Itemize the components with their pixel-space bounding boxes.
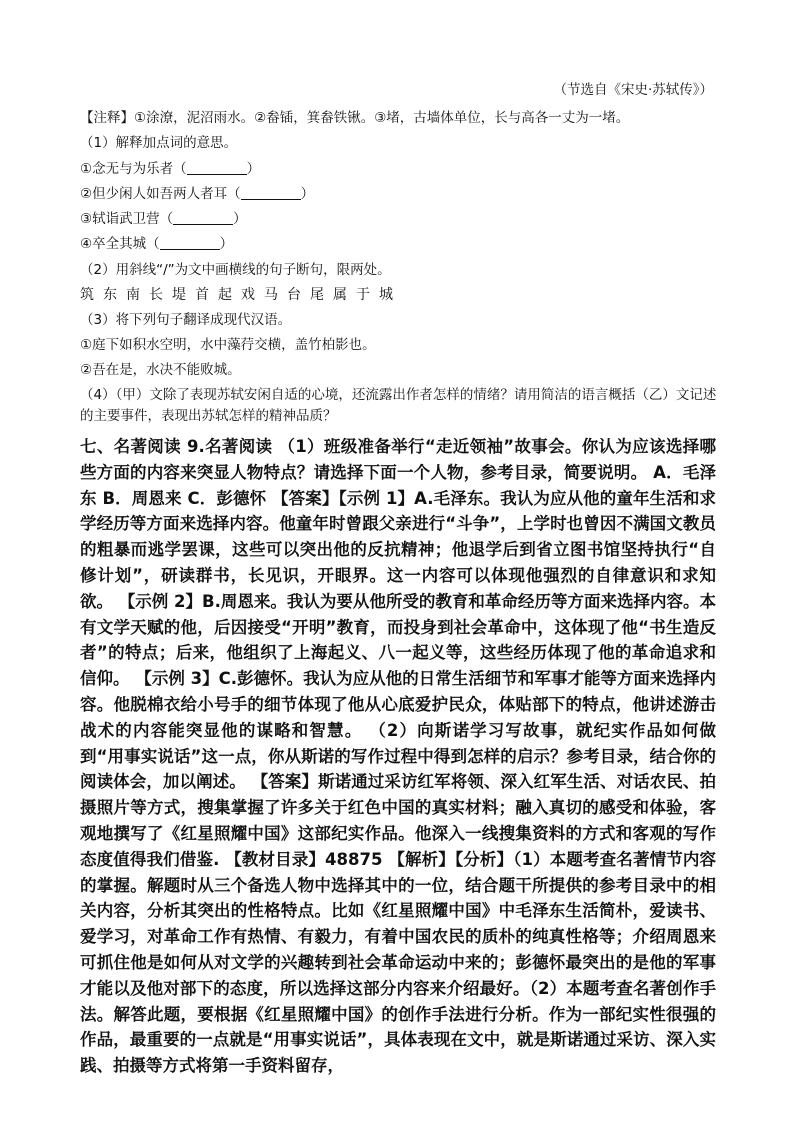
source-note: （节选自《宋史·苏轼传》） [553, 82, 713, 98]
question-2-prompt: （2）用斜线“/”为文中画横线的句子断句，限两处。 [80, 262, 391, 278]
answer-blank [173, 210, 233, 225]
item-text: ③轼诣武卫营（ [80, 211, 174, 227]
question-1-item [80, 234, 730, 254]
question-3-prompt: （3）将下列句子翻译成现代汉语。 [80, 312, 292, 328]
item-close: ） [246, 161, 261, 177]
answer-blank [241, 185, 301, 200]
item-text: ②但少闲人如吾两人者耳（ [80, 186, 241, 202]
question-1-prompt: （1）解释加点词的意思。 [80, 135, 238, 151]
question-1-item [80, 159, 730, 179]
question-2-sentence: 筑东南长堤首起戏马台尾属于城 [80, 287, 402, 303]
question-3-item: ①庭下如积水空明，水中藻荇交横，盖竹柏影也。 [80, 337, 376, 353]
answer-blank [160, 235, 220, 250]
question-1-item [80, 184, 730, 204]
question-1-item [80, 209, 730, 229]
item-text: ④卒全其城（ [80, 236, 160, 252]
question-3-item: ②吾在是，水决不能败城。 [80, 362, 241, 378]
annotation-notes: 【注释】①涂潦，泥沼雨水。②畚锸，箕畚铁锹。③堵，古墙体单位，长与高各一丈为一堵。 [80, 110, 630, 126]
item-close: ） [219, 236, 234, 252]
item-text: ①念无与为乐者（ [80, 161, 187, 177]
item-close: ） [233, 211, 247, 227]
answer-blank [187, 160, 247, 175]
section-7-reading: 七、名著阅读 9.名著阅读 （1）班级准备举行“走近领袖”故事会。你认为应该选择哪些方面的内容来突显人物特点？请选择下面一个人物，参考目录，简要说明。 A．毛泽东 B．周恩来 C．彭德怀 【答案】【示例 1】A.毛泽东。我认为应从他的童年生活和求学经历等方面来选择内容。他童年时曾跟父亲进行“斗争”，上学时也曾因不满国文教员的粗暴而逃学罢课，这些可以突出他的反抗精神；他退学后到省立图书馆坚持执行“自修计划”，研读群书，长见识，开眼界。这一内容可以体现他强烈的自律意识和求知欲。 【示例 2】B.周恩来。我认为要从他所受的教育和革命经历等方面来选择内容。本有文学天赋的他，后因接受“开明”教育，而投身到社会革命中，这体现了他“书生造反者”的特点；后来，他组织了上海起义、八一起义等，这些经历体现了他的革命追求和信仰。 【示例 3】C.彭德怀。我认为应从他的日常生活细节和军事才能等方面来选择内容。他脱棉衣给小号手的细节体现了他从心底爱护民众，体贴部下的特点，他讲述游击战术的内容能突显他的谋略和智慧。 （2）向斯诺学习写故事，就纪实作品如何做到“用事实说话”这一点，你从斯诺的写作过程中得到怎样的启示？参考目录，结合你的阅读体会，加以阐述。 【答案】斯诺通过采访红军将领、深入红军生活、对话农民、拍摄照片等方式，搜集掌握了许多关于红色中国的真实材料；融入真切的感受和体验，客观地撰写了《红星照耀中国》这部纪实作品。他深入一线搜集资料的方式和客观的写作态度值得我们借鉴. 【教材目录】48875 【解析】【分析】（1）本题考查名著情节内容的掌握。解题时从三个备选人物中选择其中的一位，结合题干所提供的参考目录中的相关内容，分析其突出的性格特点。比如《红星照耀中国》中毛泽东生活简朴，爱读书、爱学习，对革命工作有热情、有毅力，有着中国农民的质朴的纯真性格等；介绍周恩来可抓住他是如何从对文学的兴趣转到社会革命运动中来的；彭德怀最突出的是他的军事才能以及他对部下的态度，所以选择这部分内容来介绍最好。（2）本题考查名著创作手法。解答此题，要根据《红星照耀中国》的创作手法进行分析。作为一部纪实性很强的作品，最重要的一点就是“用事实说话”，具体表现在文中，就是斯诺通过采访、深入实践、拍摄等方式将第一手资料留存， [80, 437, 716, 1076]
question-4-prompt: （4）（甲）文除了表现苏轼安闲自适的心境，还流露出作者怎样的情绪？请用简洁的语言概括（乙）文记述的主要事件，表现出苏轼怎样的精神品质？ [80, 387, 717, 424]
item-close: ） [300, 186, 315, 202]
